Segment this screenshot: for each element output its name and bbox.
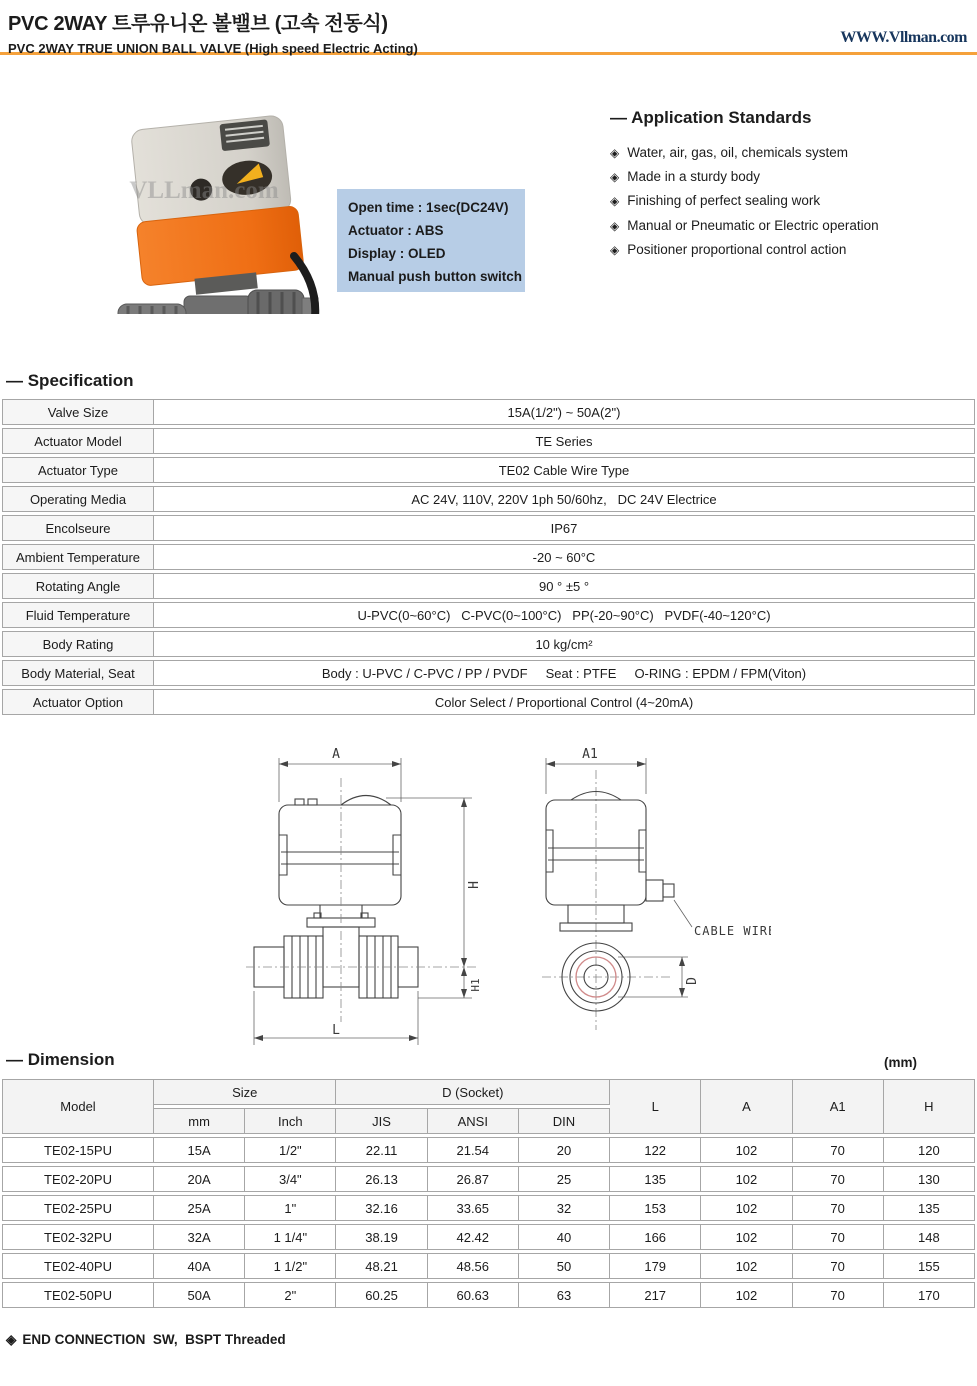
side-view xyxy=(546,792,674,1012)
cell-ansi: 33.65 xyxy=(428,1195,519,1221)
col-header-size: Size xyxy=(154,1079,336,1105)
cell-mm: 32A xyxy=(154,1224,245,1250)
info-line: Display : OLED xyxy=(348,246,446,261)
diamond-bullet-icon: ◈ xyxy=(610,194,620,209)
application-standard-item xyxy=(610,189,975,213)
cell-h: 170 xyxy=(884,1282,975,1308)
dimension-section xyxy=(2,1050,975,1311)
end-connection-note xyxy=(6,1332,286,1348)
cell-l: 166 xyxy=(610,1224,701,1250)
cable-wire-label: CABLE WIRE xyxy=(694,924,771,938)
cell-a: 102 xyxy=(701,1282,792,1308)
spec-value: 15A(1/2") ~ 50A(2") xyxy=(154,399,975,425)
cell-model: TE02-40PU xyxy=(2,1253,154,1279)
cell-a: 102 xyxy=(701,1195,792,1221)
item-text: Finishing of perfect sealing work xyxy=(627,193,821,209)
table-row xyxy=(2,573,975,599)
cell-ansi: 60.63 xyxy=(428,1282,519,1308)
specification-heading: — Specification xyxy=(6,371,134,390)
cell-inch: 1 1/2" xyxy=(245,1253,336,1279)
cell-ansi: 48.56 xyxy=(428,1253,519,1279)
cell-h: 120 xyxy=(884,1137,975,1163)
dimension-unit: (mm) xyxy=(884,1055,917,1070)
spec-value: -20 ~ 60°C xyxy=(154,544,975,570)
cell-h: 135 xyxy=(884,1195,975,1221)
cell-h: 148 xyxy=(884,1224,975,1250)
col-header-ansi: ANSI xyxy=(428,1108,519,1134)
application-standard-item xyxy=(610,141,975,165)
item-text: Water, air, gas, oil, chemicals system xyxy=(627,145,849,160)
application-standard-item xyxy=(610,214,975,238)
specification-section xyxy=(2,371,975,718)
dim-label-h1: H1 xyxy=(469,978,482,992)
table-row xyxy=(2,486,975,512)
cell-inch: 1/2" xyxy=(245,1137,336,1163)
spec-label: Actuator Model xyxy=(2,428,154,454)
cell-a: 102 xyxy=(701,1253,792,1279)
spec-label: Rotating Angle xyxy=(2,573,154,599)
spec-label: Ambient Temperature xyxy=(2,544,154,570)
page-title-english: PVC 2WAY TRUE UNION BALL VALVE (High speed Electric Acting) xyxy=(8,41,418,56)
table-header-row xyxy=(2,1079,975,1105)
cell-l: 153 xyxy=(610,1195,701,1221)
table-row xyxy=(2,457,975,483)
spec-value: IP67 xyxy=(154,515,975,541)
application-standard-item xyxy=(610,165,975,189)
cell-jis: 26.13 xyxy=(336,1166,427,1192)
dim-label-h: H xyxy=(467,881,482,889)
diamond-bullet-icon: ◈ xyxy=(610,242,620,257)
dimension-lines xyxy=(254,758,692,1045)
spec-label: Operating Media xyxy=(2,486,154,512)
cell-din: 40 xyxy=(519,1224,610,1250)
cell-l: 179 xyxy=(610,1253,701,1279)
cell-jis: 32.16 xyxy=(336,1195,427,1221)
dim-label-a: A xyxy=(332,747,340,762)
product-info-box xyxy=(337,189,525,292)
cell-a: 102 xyxy=(701,1137,792,1163)
spec-value: 10 kg/cm² xyxy=(154,631,975,657)
table-row xyxy=(2,660,975,686)
table-row xyxy=(2,1195,975,1221)
website-link[interactable]: WWW.Vllman.com xyxy=(840,29,967,46)
cell-inch: 2" xyxy=(245,1282,336,1308)
col-header-h: H xyxy=(884,1079,975,1134)
valve-technical-drawing xyxy=(246,730,771,1058)
cell-jis: 38.19 xyxy=(336,1224,427,1250)
cable-gland xyxy=(646,880,663,901)
cell-model: TE02-20PU xyxy=(2,1166,154,1192)
cell-din: 25 xyxy=(519,1166,610,1192)
spec-label: Body Rating xyxy=(2,631,154,657)
product-photo xyxy=(88,96,323,314)
application-standards-section xyxy=(610,108,975,262)
cell-jis: 60.25 xyxy=(336,1282,427,1308)
spec-value: TE02 Cable Wire Type xyxy=(154,457,975,483)
table-row xyxy=(2,399,975,425)
cell-a1: 70 xyxy=(793,1224,884,1250)
col-header-d-socket: D (Socket) xyxy=(336,1079,610,1105)
page-header xyxy=(0,0,977,55)
spec-value: Body : U-PVC / C-PVC / PP / PVDF Seat : PTFE O-RING : EPDM / FPM(Viton) xyxy=(154,660,975,686)
cell-inch: 3/4" xyxy=(245,1166,336,1192)
actuator-housing xyxy=(127,114,306,300)
spec-value: 90 ° ±5 ° xyxy=(154,573,975,599)
cell-inch: 1 1/4" xyxy=(245,1224,336,1250)
table-row xyxy=(2,631,975,657)
dim-label-d: D xyxy=(685,977,700,985)
table-row xyxy=(2,689,975,715)
note-text: END CONNECTION SW, BSPT Threaded xyxy=(22,1332,286,1347)
photo-watermark: VLLman.com xyxy=(129,177,279,204)
spec-label: Encolseure xyxy=(2,515,154,541)
col-header-inch: Inch xyxy=(245,1108,336,1134)
cell-mm: 40A xyxy=(154,1253,245,1279)
cell-a1: 70 xyxy=(793,1166,884,1192)
cell-l: 122 xyxy=(610,1137,701,1163)
cell-mm: 20A xyxy=(154,1166,245,1192)
cell-ansi: 26.87 xyxy=(428,1166,519,1192)
table-row xyxy=(2,1253,975,1279)
spec-label: Actuator Type xyxy=(2,457,154,483)
application-standard-item xyxy=(610,238,975,262)
diamond-bullet-icon: ◈ xyxy=(6,1332,17,1347)
item-text: Manual or Pneumatic or Electric operation xyxy=(627,217,879,233)
table-row xyxy=(2,1224,975,1250)
cell-a: 102 xyxy=(701,1166,792,1192)
item-text: Made in a sturdy body xyxy=(627,169,761,185)
cell-mm: 25A xyxy=(154,1195,245,1221)
cell-model: TE02-15PU xyxy=(2,1137,154,1163)
centerlines xyxy=(246,770,671,1030)
dim-label-l: L xyxy=(332,1023,340,1038)
dimension-heading: — Dimension xyxy=(6,1050,115,1069)
cell-h: 130 xyxy=(884,1166,975,1192)
col-header-a: A xyxy=(701,1079,792,1134)
cell-jis: 22.11 xyxy=(336,1137,427,1163)
cell-jis: 48.21 xyxy=(336,1253,427,1279)
col-header-mm: mm xyxy=(154,1108,245,1134)
cell-a1: 70 xyxy=(793,1253,884,1279)
cell-model: TE02-25PU xyxy=(2,1195,154,1221)
valve-product-image xyxy=(88,96,323,314)
table-row xyxy=(2,544,975,570)
col-header-a1: A1 xyxy=(793,1079,884,1134)
col-header-l: L xyxy=(610,1079,701,1134)
col-header-model: Model xyxy=(2,1079,154,1134)
table-row xyxy=(2,1137,975,1163)
cell-l: 135 xyxy=(610,1166,701,1192)
front-view xyxy=(254,796,418,999)
cell-ansi: 42.42 xyxy=(428,1224,519,1250)
col-header-jis: JIS xyxy=(336,1108,427,1134)
diamond-bullet-icon: ◈ xyxy=(610,146,620,160)
application-standards-heading: — Application Standards xyxy=(610,108,812,127)
table-row xyxy=(2,1166,975,1192)
cell-l: 217 xyxy=(610,1282,701,1308)
spec-value: TE Series xyxy=(154,428,975,454)
cell-din: 63 xyxy=(519,1282,610,1308)
cell-h: 155 xyxy=(884,1253,975,1279)
spec-label: Actuator Option xyxy=(2,689,154,715)
cell-a1: 70 xyxy=(793,1195,884,1221)
dim-label-a1: A1 xyxy=(582,747,598,762)
table-row xyxy=(2,515,975,541)
cell-inch: 1" xyxy=(245,1195,336,1221)
table-row xyxy=(2,602,975,628)
spec-label: Valve Size xyxy=(2,399,154,425)
info-line: Open time : 1sec(DC24V) xyxy=(348,200,509,215)
dimension-table xyxy=(2,1076,975,1311)
diamond-bullet-icon: ◈ xyxy=(610,170,620,185)
spec-label: Body Material, Seat xyxy=(2,660,154,686)
cell-a1: 70 xyxy=(793,1282,884,1308)
cell-mm: 15A xyxy=(154,1137,245,1163)
info-line: Actuator : ABS xyxy=(348,223,444,238)
spec-value: AC 24V, 110V, 220V 1ph 50/60hz, DC 24V Electrice xyxy=(154,486,975,512)
specification-table xyxy=(2,396,975,718)
spec-value: U-PVC(0~60°C) C-PVC(0~100°C) PP(-20~90°C) PVDF(-40~120°C) xyxy=(154,602,975,628)
spec-label: Fluid Temperature xyxy=(2,602,154,628)
cell-din: 32 xyxy=(519,1195,610,1221)
cell-model: TE02-50PU xyxy=(2,1282,154,1308)
table-row xyxy=(2,428,975,454)
cell-din: 20 xyxy=(519,1137,610,1163)
dimension-drawing xyxy=(246,730,771,1058)
cell-model: TE02-32PU xyxy=(2,1224,154,1250)
col-header-din: DIN xyxy=(519,1108,610,1134)
spec-value: Color Select / Proportional Control (4~20mA) xyxy=(154,689,975,715)
cell-a: 102 xyxy=(701,1224,792,1250)
diamond-bullet-icon: ◈ xyxy=(610,218,620,233)
cell-ansi: 21.54 xyxy=(428,1137,519,1163)
info-line: Manual push button switch xyxy=(348,269,522,284)
page-title-korean: PVC 2WAY 트루유니온 볼밸브 (고속 전동식) xyxy=(8,13,388,35)
cell-din: 50 xyxy=(519,1253,610,1279)
item-text: Positioner proportional control action xyxy=(627,241,847,257)
cell-a1: 70 xyxy=(793,1137,884,1163)
cell-mm: 50A xyxy=(154,1282,245,1308)
table-row xyxy=(2,1282,975,1308)
